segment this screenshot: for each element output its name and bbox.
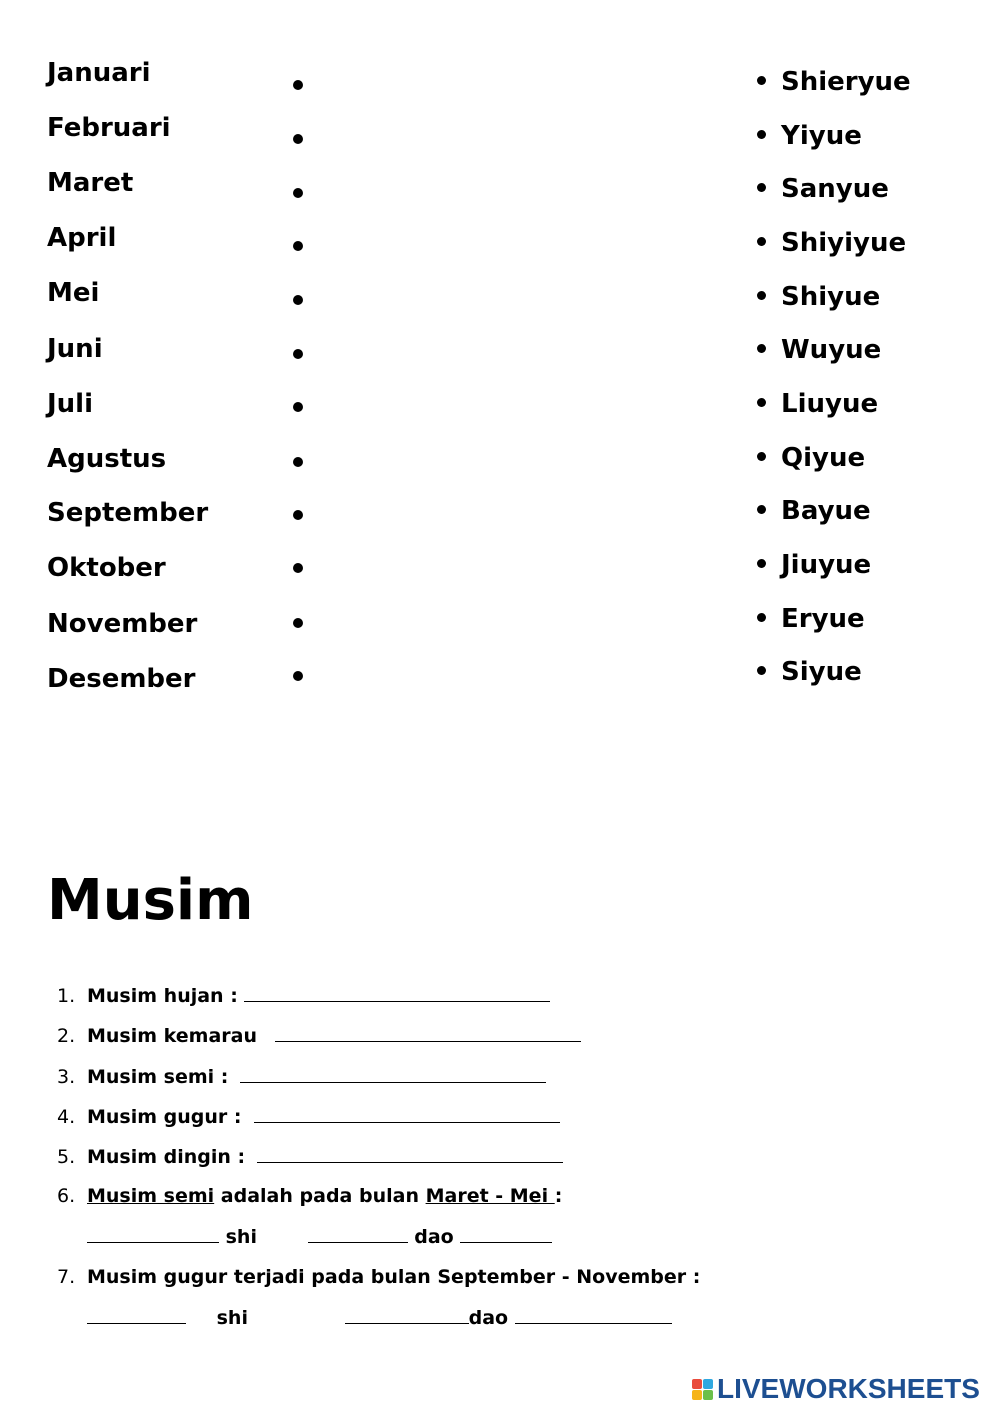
match-dot[interactable] xyxy=(757,344,766,353)
answer-blank[interactable] xyxy=(257,1144,563,1163)
match-dot[interactable] xyxy=(293,618,303,628)
match-dot[interactable] xyxy=(293,241,303,251)
chinese-month-item[interactable] xyxy=(757,335,881,365)
month-label: Oktober xyxy=(47,553,166,583)
question-text: Musim semi xyxy=(87,1185,215,1207)
match-dot[interactable] xyxy=(757,613,766,622)
match-dot[interactable] xyxy=(293,457,303,467)
match-dot[interactable] xyxy=(293,134,303,144)
question-row xyxy=(57,1064,546,1089)
question-number: 7. xyxy=(57,1266,76,1288)
answer-blank[interactable] xyxy=(460,1224,552,1243)
chinese-month-item[interactable] xyxy=(757,389,878,419)
question-number: 6. xyxy=(57,1185,76,1207)
answer-blank[interactable] xyxy=(308,1224,408,1243)
match-dot[interactable] xyxy=(757,76,766,85)
match-dot[interactable] xyxy=(293,402,303,412)
chinese-month-item[interactable] xyxy=(757,228,906,258)
month-label: Agustus xyxy=(47,444,167,474)
chinese-month-item[interactable] xyxy=(757,67,911,97)
question-number: 2. xyxy=(57,1025,76,1047)
match-dot[interactable] xyxy=(757,130,766,139)
chinese-month-label: Shieryue xyxy=(781,67,911,97)
logo-icon xyxy=(692,1379,713,1400)
month-label: Juni xyxy=(47,334,103,364)
chinese-month-item[interactable] xyxy=(757,604,865,634)
logo-square xyxy=(692,1390,702,1400)
chinese-month-label: Eryue xyxy=(781,604,865,634)
answer-blank[interactable] xyxy=(515,1305,672,1324)
answer-blank[interactable] xyxy=(275,1023,581,1042)
question-text: Musim gugur : xyxy=(87,1106,242,1128)
logo-square xyxy=(703,1390,713,1400)
question-row xyxy=(57,983,550,1008)
answer-word-dao: dao xyxy=(468,1307,509,1329)
question-row xyxy=(57,1104,560,1129)
chinese-month-item[interactable] xyxy=(757,550,871,580)
chinese-month-label: Shiyue xyxy=(781,282,881,312)
answer-row xyxy=(87,1305,672,1330)
question-text: Maret - Mei xyxy=(425,1185,555,1207)
chinese-month-label: Qiyue xyxy=(781,443,866,473)
match-dot[interactable] xyxy=(757,183,766,192)
logo-square xyxy=(703,1379,713,1389)
month-label: September xyxy=(47,498,209,528)
match-dot[interactable] xyxy=(293,671,303,681)
match-dot[interactable] xyxy=(293,295,303,305)
question-number: 5. xyxy=(57,1146,76,1168)
match-dot[interactable] xyxy=(757,666,766,675)
answer-blank[interactable] xyxy=(244,983,550,1002)
match-dot[interactable] xyxy=(757,237,766,246)
match-dot[interactable] xyxy=(293,188,303,198)
chinese-month-item[interactable] xyxy=(757,496,871,526)
month-label: Juli xyxy=(47,389,94,419)
answer-row xyxy=(87,1224,552,1249)
match-dot[interactable] xyxy=(293,563,303,573)
question-number: 1. xyxy=(57,985,76,1007)
match-dot[interactable] xyxy=(757,398,766,407)
month-label: Maret xyxy=(47,168,134,198)
month-label: Mei xyxy=(47,278,100,308)
liveworksheets-logo xyxy=(692,1373,980,1405)
chinese-month-label: Bayue xyxy=(781,496,871,526)
question-row xyxy=(57,1144,563,1169)
question-row xyxy=(57,1265,700,1289)
chinese-month-label: Wuyue xyxy=(781,335,882,365)
month-label: April xyxy=(47,223,117,253)
match-dot[interactable] xyxy=(293,510,303,520)
match-dot[interactable] xyxy=(757,559,766,568)
answer-word-shi: shi xyxy=(216,1307,248,1329)
chinese-month-item[interactable] xyxy=(757,657,862,687)
logo-square xyxy=(692,1379,702,1389)
match-dot[interactable] xyxy=(757,452,766,461)
chinese-month-label: Yiyue xyxy=(781,121,862,151)
question-number: 4. xyxy=(57,1106,76,1128)
chinese-month-item[interactable] xyxy=(757,282,880,312)
question-text: : xyxy=(554,1185,563,1207)
chinese-month-label: Liuyue xyxy=(781,389,879,419)
chinese-month-item[interactable] xyxy=(757,443,865,473)
question-text: Musim hujan : xyxy=(87,985,238,1007)
chinese-month-label: Jiuyue xyxy=(781,550,872,580)
answer-blank[interactable] xyxy=(345,1305,469,1324)
question-number: 3. xyxy=(57,1066,76,1088)
match-dot[interactable] xyxy=(757,291,766,300)
answer-word-dao: dao xyxy=(414,1226,454,1248)
chinese-month-label: Siyue xyxy=(781,657,862,687)
month-label: Februari xyxy=(47,113,171,143)
answer-word-shi: shi xyxy=(225,1226,257,1248)
question-row xyxy=(57,1023,581,1048)
section-title: Musim xyxy=(47,868,254,933)
month-label: November xyxy=(47,609,198,639)
month-label: Desember xyxy=(47,664,196,694)
question-text: Musim kemarau xyxy=(87,1025,258,1047)
chinese-month-label: Sanyue xyxy=(781,174,889,204)
match-dot[interactable] xyxy=(293,80,303,90)
chinese-month-item[interactable] xyxy=(757,121,862,151)
question-text: Musim dingin : xyxy=(87,1146,246,1168)
question-text: adalah pada bulan xyxy=(214,1185,426,1207)
answer-blank[interactable] xyxy=(240,1064,546,1083)
match-dot[interactable] xyxy=(757,505,766,514)
chinese-month-item[interactable] xyxy=(757,174,889,204)
match-dot[interactable] xyxy=(293,349,303,359)
logo-text: LIVEWORKSHEETS xyxy=(717,1373,980,1404)
question-row xyxy=(57,1184,562,1208)
answer-blank[interactable] xyxy=(87,1224,219,1243)
answer-blank[interactable] xyxy=(87,1305,186,1324)
chinese-month-label: Shiyiyue xyxy=(781,228,907,258)
question-text: Musim semi : xyxy=(87,1066,229,1088)
answer-blank[interactable] xyxy=(254,1104,560,1123)
month-label: Januari xyxy=(47,58,151,88)
question-text: Musim gugur terjadi pada bulan September - November : xyxy=(87,1266,701,1288)
